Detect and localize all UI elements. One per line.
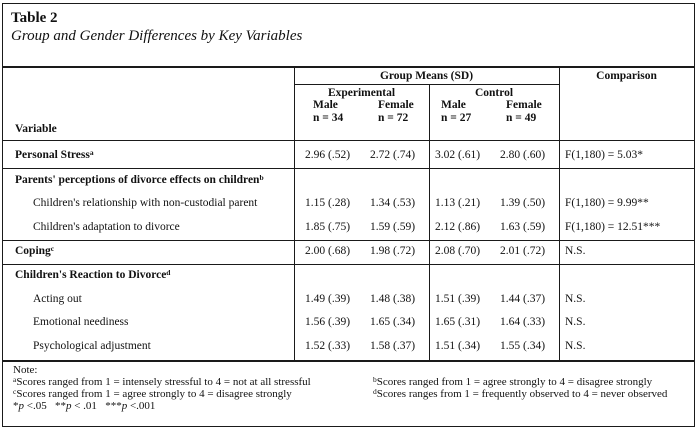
col-divider <box>559 66 560 360</box>
cell: 1.59 (.59) <box>370 221 416 233</box>
table-frame <box>2 3 695 427</box>
row-rule <box>3 168 694 169</box>
cell: 1.65 (.31) <box>435 316 481 328</box>
variable-header: Variable <box>15 123 57 135</box>
row-label-adaptation: Children's adaptation to divorce <box>33 221 180 233</box>
ctl-male-header: Male <box>441 99 466 111</box>
cell: 3.02 (.61) <box>435 149 481 161</box>
bottom-rule <box>3 360 694 362</box>
table-label: Table 2 <box>11 10 58 26</box>
cell: 1.58 (.37) <box>370 340 416 352</box>
cell: 1.85 (.75) <box>305 221 351 233</box>
cell: 1.98 (.72) <box>370 245 416 257</box>
row-label-acting-out: Acting out <box>33 293 82 305</box>
cell: 2.96 (.52) <box>305 149 351 161</box>
row-rule <box>3 240 694 241</box>
ctl-male-n: n = 27 <box>441 112 472 124</box>
cell: 1.64 (.33) <box>500 316 546 328</box>
row-label-emotional: Emotional neediness <box>33 316 129 328</box>
exp-female-header: Female <box>378 99 414 111</box>
section-heading-reaction: Children's Reaction to Divorce$^d$ <box>15 268 171 281</box>
comparison-header: Comparison <box>596 70 657 82</box>
cell: 1.55 (.34) <box>500 340 546 352</box>
ctl-female-n: n = 49 <box>506 112 537 124</box>
cell-comparison: N.S. <box>565 316 586 328</box>
note-a: $^a$Scores ranged from 1 = intensely stressful to 4 = not at all stressful <box>13 375 311 388</box>
cell: 1.39 (.50) <box>500 197 546 209</box>
table-title: Group and Gender Differences by Key Variables <box>11 28 303 44</box>
note-c: $^c$Scores ranged from 1 = agree strongly to 4 = disagree strongly <box>13 387 292 400</box>
cell-comparison: N.S. <box>565 293 586 305</box>
section-heading-perceptions: Parents' perceptions of divorce effects on children$^b$ <box>15 173 264 186</box>
cell: 1.44 (.37) <box>500 293 546 305</box>
cell: 1.15 (.28) <box>305 197 351 209</box>
note-b: $^b$Scores ranged from 1 = agree strongly to 4 = disagree strongly <box>373 375 653 388</box>
cell: 1.49 (.39) <box>305 293 351 305</box>
cell: 1.48 (.38) <box>370 293 416 305</box>
cell: 1.65 (.34) <box>370 316 416 328</box>
row-label-personal-stress: Personal Stress$^a$ <box>15 148 94 161</box>
exp-male-n: n = 34 <box>313 112 344 124</box>
cell: 1.56 (.39) <box>305 316 351 328</box>
cell: 1.13 (.21) <box>435 197 481 209</box>
header-rule <box>3 140 694 141</box>
group-means-header: Group Means (SD) <box>379 70 474 82</box>
col-divider <box>294 66 295 360</box>
top-rule <box>3 66 694 68</box>
experimental-header: Experimental <box>327 87 396 99</box>
row-rule <box>3 264 694 265</box>
cell-comparison: F(1,180) = 12.51*** <box>565 221 661 233</box>
cell: 2.80 (.60) <box>500 149 546 161</box>
cell: 2.01 (.72) <box>500 245 546 257</box>
cell: 2.12 (.86) <box>435 221 481 233</box>
exp-female-n: n = 72 <box>378 112 409 124</box>
row-label-psychological: Psychological adjustment <box>33 340 151 352</box>
ctl-female-header: Female <box>506 99 542 111</box>
cell: 2.00 (.68) <box>305 245 351 257</box>
control-header: Control <box>474 87 514 99</box>
note-significance: *p <.05 **p < .01 ***p <.001 <box>13 400 156 412</box>
note-d: $^d$Scores ranges from 1 = frequently observed to 4 = never observed <box>373 387 668 400</box>
exp-male-header: Male <box>313 99 338 111</box>
cell-comparison: F(1,180) = 5.03* <box>565 149 644 161</box>
cell-comparison: N.S. <box>565 245 586 257</box>
cell: 2.08 (.70) <box>435 245 481 257</box>
cell-comparison: N.S. <box>565 340 586 352</box>
cell: 2.72 (.74) <box>370 149 416 161</box>
cell: 1.63 (.59) <box>500 221 546 233</box>
col-divider <box>429 84 430 360</box>
row-label-relationship: Children's relationship with non-custodial parent <box>33 197 258 209</box>
cell: 1.51 (.39) <box>435 293 481 305</box>
cell: 1.51 (.34) <box>435 340 481 352</box>
cell-comparison: F(1,180) = 9.99** <box>565 197 649 209</box>
cell: 1.52 (.33) <box>305 340 351 352</box>
note-label: Note: <box>13 364 38 376</box>
row-label-coping: Coping$^c$ <box>15 244 55 257</box>
cell: 1.34 (.53) <box>370 197 416 209</box>
group-rule <box>294 84 559 85</box>
